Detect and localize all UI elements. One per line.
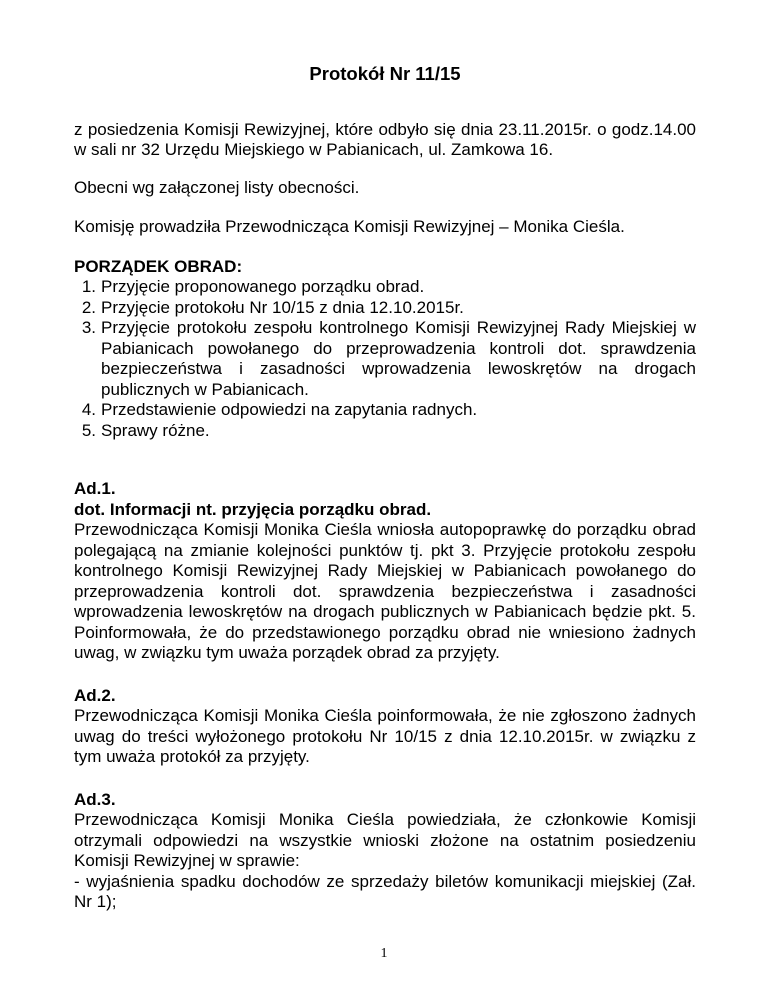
section-ad2: [74, 686, 696, 768]
page-title: Protokół Nr 11/15: [309, 63, 461, 84]
agenda-list: [74, 277, 696, 441]
agenda-item: 2. Przyjęcie protokołu Nr 10/15 z dnia 12.10.2015r.: [81, 297, 464, 317]
agenda-item: 3. Przyjęcie protokołu zespołu kontrolnego Komisji Rewizyjnej Rady Miejskiej w Pabianicach powołanego do przeprowadzenia kontroli dot. sprawdzenia bezpieczeństwa i zasadności wprowadzenia lewoskrętów na drogach publicznych w Pabianicach.: [81, 318, 696, 399]
section-list-item: - wyjaśnienia spadku dochodów ze sprzedaży biletów komunikacji miejskiej (Zał. Nr 1);: [74, 871, 696, 911]
section-body: Przewodnicząca Komisji Monika Cieśla wniosła autopoprawkę do porządku obrad polegającą na zmianie kolejności punktów tj. pkt 3. Przyjęcie protokołu zespołu kontrolnego Komisji Rewizyjnej Rady Miejskiej w Pabianicach powołanego do przeprowadzenia kontroli dot. sprawdzenia bezpieczeństwa i zasadności wprowadzenia lewoskrętów na drogach publicznych w Pabianicach będzie pkt. 5. Poinformowała, że do przedstawionego porządku obrad nie wniesiono żadnych uwag, w związku tym uważa porządek obrad za przyjęty.: [74, 520, 696, 662]
document-page: [74, 64, 696, 913]
section-heading: Ad.3.: [74, 789, 116, 809]
attendance-paragraph: Obecni wg załączonej listy obecności.: [74, 177, 360, 197]
section-ad1: [74, 479, 696, 664]
section-body: Przewodnicząca Komisji Monika Cieśla poinformowała, że nie zgłoszono żadnych uwag do treści wyłożonego protokołu Nr 10/15 z dnia 12.10.2015r. w związku z tym uważa protokół za przyjęty.: [74, 706, 696, 766]
agenda-item: 1. Przyjęcie proponowanego porządku obrad.: [81, 277, 425, 296]
section-body: Przewodnicząca Komisji Monika Cieśla powiedziała, że członkowie Komisji otrzymali odpowiedzi na wszystkie wnioski złożone na ostatnim posiedzeniu Komisji Rewizyjnej w sprawie:: [74, 810, 696, 870]
section-heading: Ad.1.: [74, 479, 116, 498]
page-number: 1: [380, 946, 388, 961]
section-heading: Ad.2.: [74, 685, 116, 705]
section-subheading: dot. Informacji nt. przyjęcia porządku obrad.: [74, 499, 432, 519]
section-ad3: [74, 790, 696, 913]
agenda-heading: PORZĄDEK OBRAD:: [74, 256, 243, 276]
chair-paragraph: Komisję prowadziła Przewodnicząca Komisji Rewizyjnej – Monika Cieśla.: [74, 217, 625, 236]
agenda-item: 4. Przedstawienie odpowiedzi na zapytania radnych.: [81, 400, 478, 419]
intro-paragraph: z posiedzenia Komisji Rewizyjnej, które odbyło się dnia 23.11.2015r. o godz.14.00 w sali nr 32 Urzędu Miejskiego w Pabianicach, ul. Zamkowa 16.: [74, 119, 696, 159]
agenda-item: 5. Sprawy różne.: [81, 420, 210, 440]
